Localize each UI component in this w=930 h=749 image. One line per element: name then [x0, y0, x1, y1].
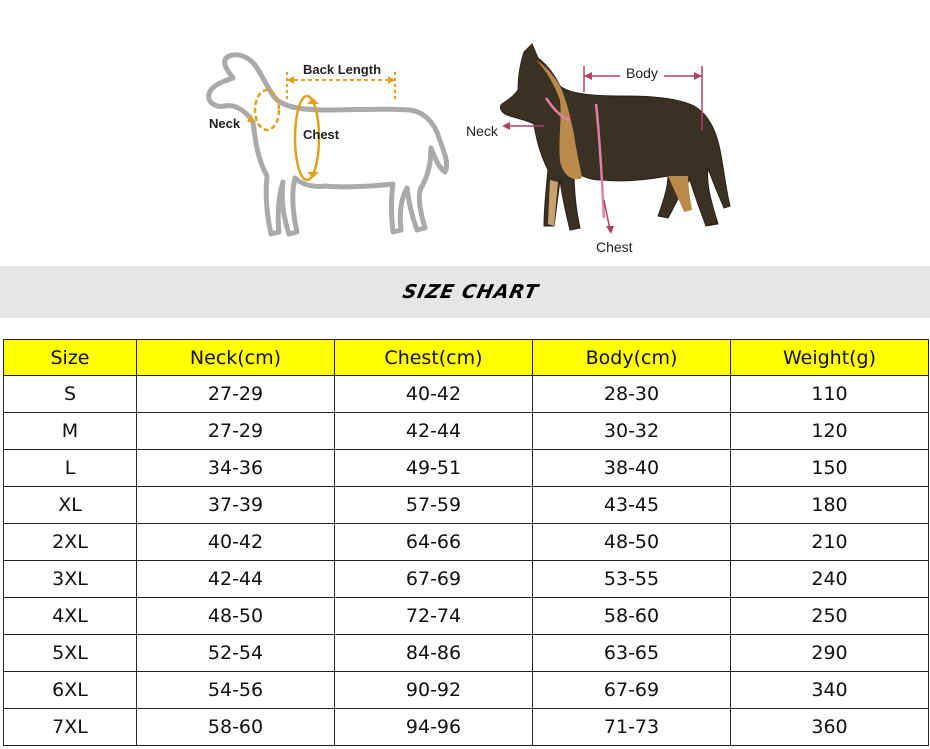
cell-size: 6XL — [4, 672, 137, 709]
cell-body: 38-40 — [533, 450, 731, 487]
cell-neck: 34-36 — [137, 450, 335, 487]
cell-weight: 340 — [731, 672, 929, 709]
header-chest: Chest(cm) — [335, 340, 533, 376]
dog-outline-illustration — [195, 38, 455, 253]
cell-chest: 64-66 — [335, 524, 533, 561]
table-row — [4, 672, 929, 709]
dog-outline-diagram — [195, 38, 455, 253]
table-row — [4, 709, 929, 746]
size-chart-table — [3, 339, 929, 746]
cell-neck: 27-29 — [137, 376, 335, 413]
size-chart-banner — [0, 266, 930, 318]
measurement-diagrams — [0, 0, 930, 266]
back-length-right-arrow — [388, 76, 395, 84]
cell-chest: 40-42 — [335, 376, 533, 413]
cell-neck: 27-29 — [137, 413, 335, 450]
shepherd-dog-diagram — [462, 30, 752, 258]
cell-body: 58-60 — [533, 598, 731, 635]
cell-size: 2XL — [4, 524, 137, 561]
body-label: Body — [626, 65, 658, 81]
shepherd-dog-illustration — [462, 30, 752, 258]
chest-arrow-bottom — [307, 172, 319, 178]
cell-body: 71-73 — [533, 709, 731, 746]
neck-label: Neck — [209, 116, 241, 131]
cell-chest: 57-59 — [335, 487, 533, 524]
cell-size: 3XL — [4, 561, 137, 598]
banner-title: SIZE CHART — [400, 281, 542, 303]
cell-chest: 49-51 — [335, 450, 533, 487]
cell-weight: 110 — [731, 376, 929, 413]
cell-body: 53-55 — [533, 561, 731, 598]
neck-pointer-arrow — [502, 122, 510, 130]
table-row — [4, 561, 929, 598]
table-row — [4, 524, 929, 561]
dog-outline-shape — [209, 55, 447, 234]
header-weight: Weight(g) — [731, 340, 929, 376]
cell-size: XL — [4, 487, 137, 524]
cell-body: 48-50 — [533, 524, 731, 561]
header-body: Body(cm) — [533, 340, 731, 376]
table-row — [4, 635, 929, 672]
table-row — [4, 413, 929, 450]
cell-body: 43-45 — [533, 487, 731, 524]
header-size: Size — [4, 340, 137, 376]
table-header-row — [4, 340, 929, 376]
cell-weight: 120 — [731, 413, 929, 450]
cell-neck: 40-42 — [137, 524, 335, 561]
header-neck: Neck(cm) — [137, 340, 335, 376]
cell-size: M — [4, 413, 137, 450]
back-length-label: Back Length — [303, 62, 382, 77]
cell-weight: 180 — [731, 487, 929, 524]
cell-body: 28-30 — [533, 376, 731, 413]
cell-chest: 67-69 — [335, 561, 533, 598]
cell-chest: 84-86 — [335, 635, 533, 672]
body-arrow-left — [584, 72, 592, 80]
cell-weight: 290 — [731, 635, 929, 672]
table-row — [4, 450, 929, 487]
back-length-left-arrow — [287, 76, 294, 84]
table-row — [4, 487, 929, 524]
table-row — [4, 376, 929, 413]
cell-chest: 42-44 — [335, 413, 533, 450]
neck-label: Neck — [466, 123, 498, 139]
cell-size: S — [4, 376, 137, 413]
chest-arrow-top — [307, 98, 319, 104]
cell-body: 30-32 — [533, 413, 731, 450]
cell-neck: 37-39 — [137, 487, 335, 524]
cell-size: 7XL — [4, 709, 137, 746]
cell-weight: 210 — [731, 524, 929, 561]
table-row — [4, 598, 929, 635]
cell-body: 63-65 — [533, 635, 731, 672]
chest-pointer-arrow — [606, 226, 614, 234]
cell-weight: 250 — [731, 598, 929, 635]
cell-neck: 58-60 — [137, 709, 335, 746]
cell-neck: 52-54 — [137, 635, 335, 672]
cell-neck: 42-44 — [137, 561, 335, 598]
cell-body: 67-69 — [533, 672, 731, 709]
cell-chest: 90-92 — [335, 672, 533, 709]
cell-weight: 150 — [731, 450, 929, 487]
cell-weight: 360 — [731, 709, 929, 746]
cell-size: L — [4, 450, 137, 487]
cell-weight: 240 — [731, 561, 929, 598]
cell-size: 4XL — [4, 598, 137, 635]
shepherd-body-shape — [500, 44, 730, 230]
chest-label: Chest — [303, 127, 340, 142]
cell-chest: 72-74 — [335, 598, 533, 635]
cell-size: 5XL — [4, 635, 137, 672]
cell-chest: 94-96 — [335, 709, 533, 746]
cell-neck: 48-50 — [137, 598, 335, 635]
cell-neck: 54-56 — [137, 672, 335, 709]
body-arrow-right — [694, 72, 702, 80]
chest-label: Chest — [596, 239, 633, 255]
